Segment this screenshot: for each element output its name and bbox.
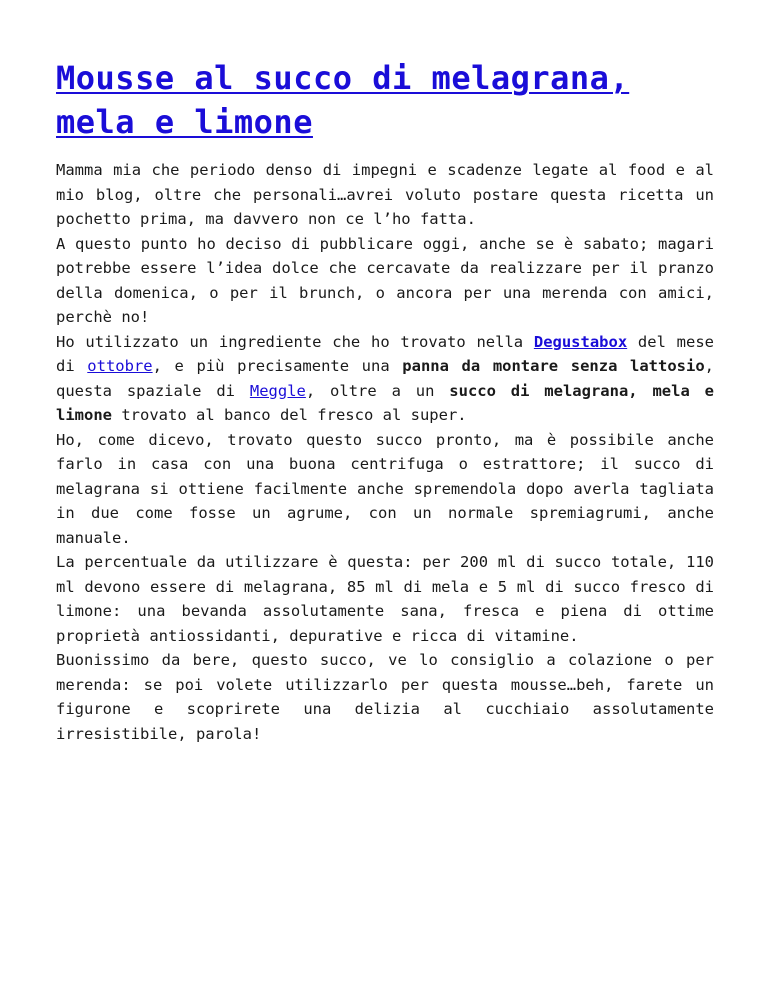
bold-ingredient-cream: panna da montare senza lattosio bbox=[402, 357, 705, 375]
meggle-link[interactable]: Meggle bbox=[249, 381, 306, 400]
text-segment: Ho utilizzato un ingrediente che ho trovato nella bbox=[56, 332, 534, 351]
paragraph-conclusion: Buonissimo da bere, questo succo, ve lo consiglio a colazione o per merenda: se poi volete utilizzarlo per questa mousse…beh, farete un figurone e scoprirete una delizia al cucchiaio assolutamente irresistibile, parola! bbox=[56, 651, 714, 743]
text-segment: , oltre a un bbox=[305, 381, 450, 400]
paragraph-homemade: Ho, come dicevo, trovato questo succo pronto, ma è possibile anche farlo in casa con una buona centrifuga o estrattore; il succo di melagrana si ottiene facilmente anche spremendola dopo averla tagliata in due come fosse un agrume, con un normale spremiagrumi, anche manuale. bbox=[56, 430, 714, 547]
paragraph-proportions: La percentuale da utilizzare è questa: per 200 ml di succo totale, 110 ml devono essere di melagrana, 85 ml di mela e 5 ml di succo fresco di limone: una bevanda assolutamente sana, fresca e piena di ottime proprietà antiossidanti, depurative e ricca di vitamine. bbox=[56, 553, 714, 645]
ottobre-link[interactable]: ottobre bbox=[87, 357, 153, 375]
paragraph-ingredients bbox=[56, 330, 714, 428]
text-segment: del mese di bbox=[56, 332, 714, 375]
text-segment: , questa spaziale di bbox=[56, 357, 715, 400]
article bbox=[56, 56, 714, 746]
text-segment: trovato al banco del fresco al super. bbox=[112, 406, 467, 424]
article-body bbox=[56, 158, 714, 746]
degustabox-link[interactable]: Degustabox bbox=[533, 332, 628, 351]
paragraph-intro: Mamma mia che periodo denso di impegni e scadenze legate al food e al mio blog, oltre che personali…avrei voluto postare questa ricetta un pochetto prima, ma davvero non ce l’ho fatta. bbox=[56, 161, 714, 228]
article-title-link[interactable]: Mousse al succo di melagrana, mela e limone bbox=[56, 59, 630, 141]
paragraph-publish: A questo punto ho deciso di pubblicare oggi, anche se è sabato; magari potrebbe essere l’idea dolce che cercavate da realizzare per il pranzo della domenica, o per il brunch, o ancora per una merenda con amici, perchè no! bbox=[56, 234, 714, 326]
text-segment: , e più precisamente una bbox=[152, 357, 403, 375]
bold-ingredient-juice: succo di melagrana, mela e limone bbox=[56, 381, 714, 424]
